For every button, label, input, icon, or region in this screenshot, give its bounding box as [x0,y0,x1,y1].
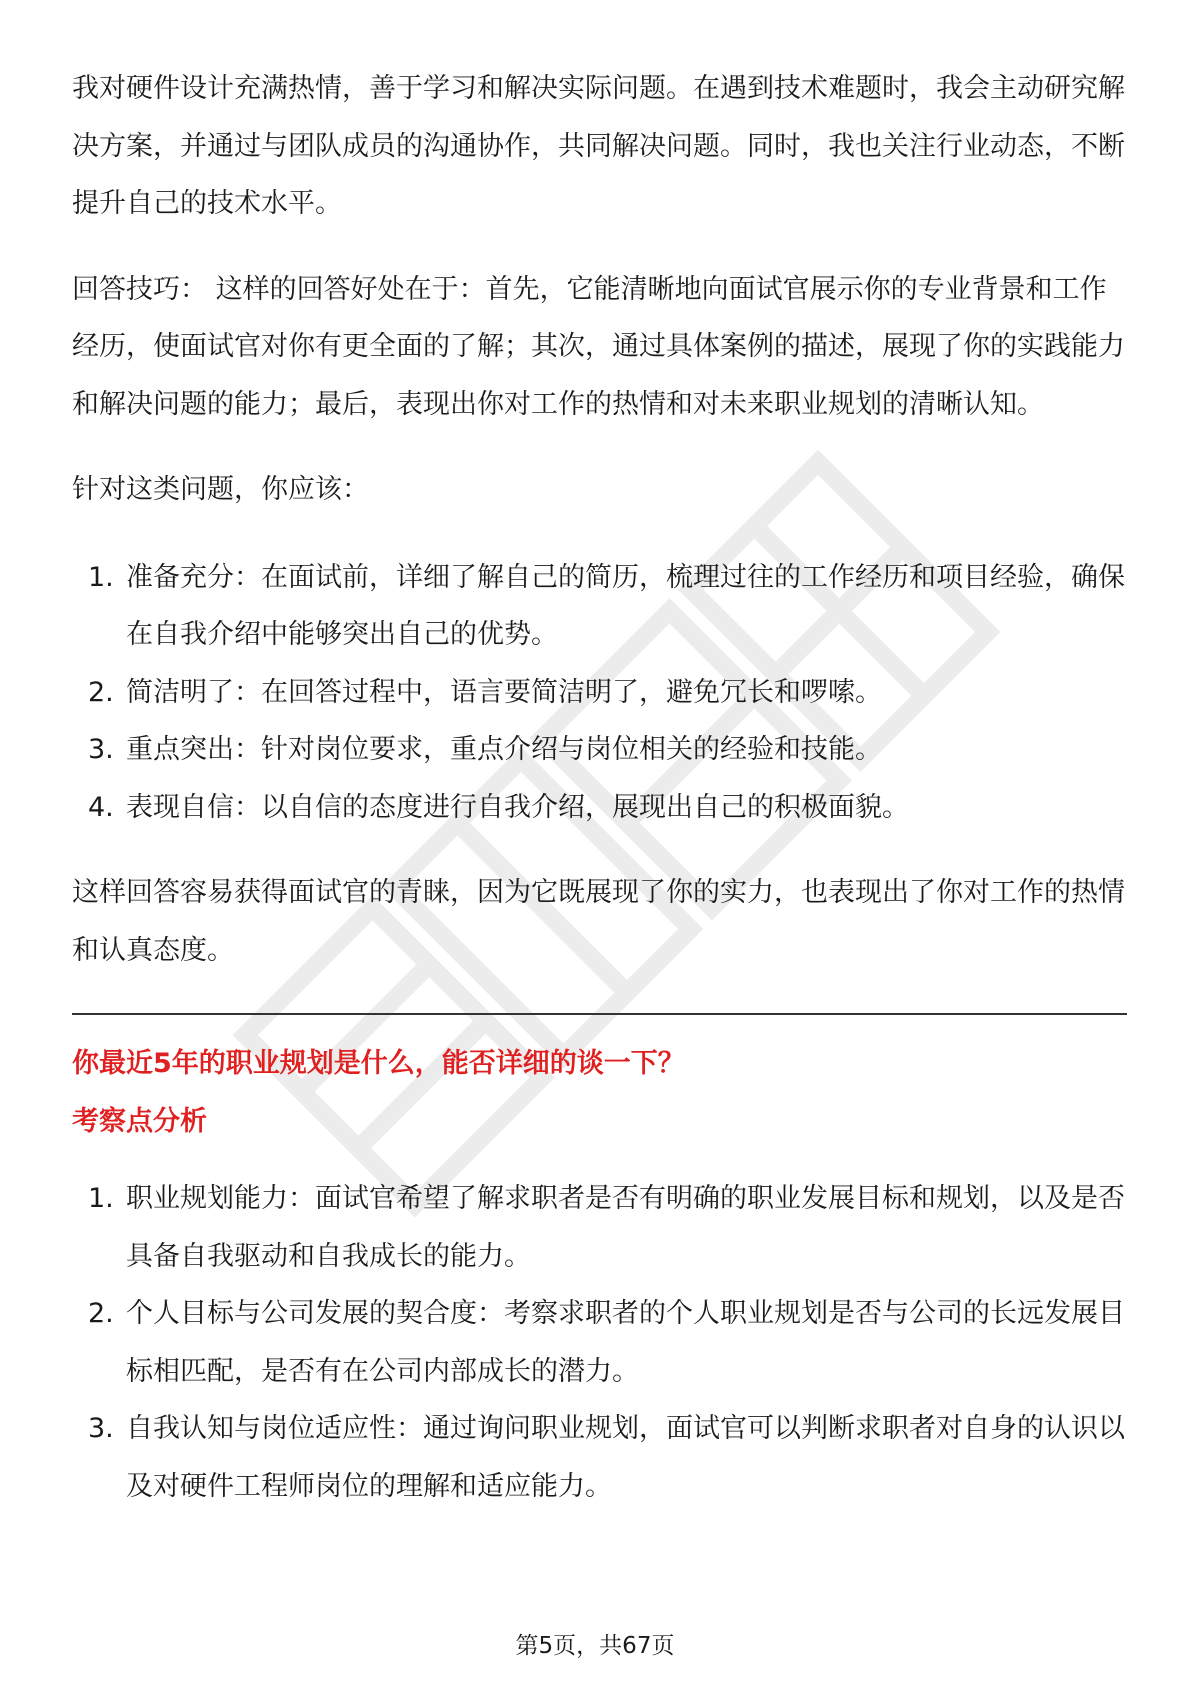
question-heading: 你最近5年的职业规划是什么，能否详细的谈一下？ [72,1048,685,1079]
list-item [72,1170,1127,1285]
list-number: 1. [88,561,114,593]
list-text: 简洁明了：在回答过程中，语言要简洁明了，避免冗长和啰嗦。 [126,676,882,708]
closing-paragraph: 这样回答容易获得面试官的青睐，因为它既展现了你的实力，也表现出了你对工作的热情和认真态度。 [72,877,1125,966]
list-number: 2. [88,1298,114,1329]
list-text: 个人目标与公司发展的契合度：考察求职者的个人职业规划是否与公司的长远发展目标相匹配，是否有在公司内部成长的潜力。 [126,1298,1125,1387]
list-text: 自我认知与岗位适应性：通过询问职业规划，面试官可以判断求职者对自身的认识以及对硬件工程师岗位的理解和适应能力。 [126,1413,1125,1502]
list-item [72,1400,1127,1515]
list-item [72,549,1127,664]
advice-intro: 针对这类问题，你应该： [72,474,369,505]
list-number: 3. [88,1413,114,1444]
advice-list [72,549,1127,837]
analysis-list [72,1170,1127,1515]
list-item [72,664,1127,722]
list-item [72,721,1127,779]
page-footer: 第5页，共67页 [515,1633,675,1659]
list-number: 2. [88,676,114,708]
list-number: 3. [88,734,114,765]
list-number: 4. [88,791,114,823]
document-body [72,60,1127,1515]
list-number: 1. [88,1183,114,1214]
list-text: 职业规划能力：面试官希望了解求职者是否有明确的职业发展目标和规划，以及是否具备自我驱动和自我成长的能力。 [126,1183,1125,1272]
list-item [72,779,1127,837]
tips-paragraph: 回答技巧： 这样的回答好处在于：首先，它能清晰地向面试官展示你的专业背景和工作经历，使面试官对你有更全面的了解；其次，通过具体案例的描述，展现了你的实践能力和解决问题的能力；最后，表现出你对工作的热情和对未来职业规划的清晰认知。 [72,273,1125,420]
list-text: 表现自信：以自信的态度进行自我介绍，展现出自己的积极面貌。 [126,791,909,823]
list-text: 重点突出：针对岗位要求，重点介绍与岗位相关的经验和技能。 [126,734,882,765]
intro-paragraph: 我对硬件设计充满热情，善于学习和解决实际问题。在遇到技术难题时，我会主动研究解决方案，并通过与团队成员的沟通协作，共同解决问题。同时，我也关注行业动态，不断提升自己的技术水平。 [72,73,1125,219]
analysis-title: 考察点分析 [72,1105,207,1137]
section-divider [72,1013,1127,1015]
list-text: 准备充分：在面试前，详细了解自己的简历，梳理过往的工作经历和项目经验，确保在自我介绍中能够突出自己的优势。 [126,561,1125,650]
list-item [72,1285,1127,1400]
